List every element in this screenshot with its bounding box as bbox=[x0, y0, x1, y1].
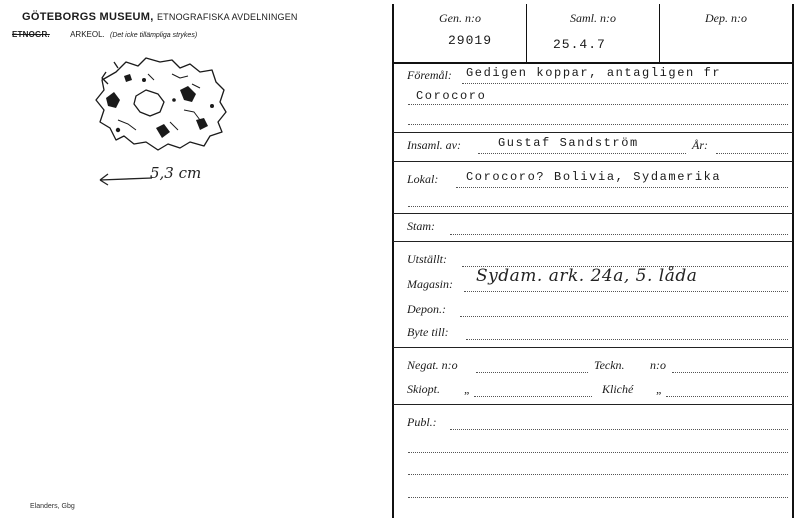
utstallt-label: Utställt: bbox=[407, 252, 448, 266]
lokal-dotted-line1 bbox=[456, 187, 788, 188]
publ-dotted-line2 bbox=[408, 452, 788, 453]
divider-5 bbox=[393, 347, 793, 348]
divider-6 bbox=[393, 404, 793, 405]
depon-dotted-line bbox=[460, 316, 788, 317]
teckn-dotted-line bbox=[672, 372, 788, 373]
card-right-border bbox=[792, 4, 794, 518]
museum-name: GÖTEBORGS MUSEUM, bbox=[22, 11, 154, 23]
skiopt-label: Skiopt. bbox=[407, 382, 440, 396]
kliche-label: Kliché bbox=[602, 382, 634, 396]
byte-till-dotted-line bbox=[466, 339, 788, 340]
foremal-dotted-line2 bbox=[408, 104, 788, 105]
nugget-hole bbox=[134, 90, 164, 116]
divider-4 bbox=[393, 241, 793, 242]
museum-header bbox=[22, 11, 298, 23]
byte-till-label: Byte till: bbox=[407, 325, 449, 339]
publ-label: Publ.: bbox=[407, 415, 437, 429]
foremal-value-line1: Gedigen koppar, antagligen fr bbox=[466, 66, 722, 80]
publ-dotted-line4 bbox=[408, 497, 788, 498]
strike-note: (Det icke tillämpliga strykes) bbox=[110, 32, 198, 39]
teckn-no-label: n:o bbox=[650, 358, 666, 372]
saml-no-label: Saml. n:o bbox=[570, 11, 616, 25]
skiopt-ditto-mark: „ bbox=[464, 382, 471, 396]
saml-no-value: 25.4.7 bbox=[553, 37, 606, 52]
card-left-border bbox=[392, 4, 394, 518]
printer-imprint: Elanders, Gbg bbox=[30, 503, 75, 510]
teckn-label: Teckn. bbox=[594, 358, 625, 372]
divider-2 bbox=[393, 161, 793, 162]
magasin-value: Sydam. ark. 24a, 5. låda bbox=[476, 266, 698, 286]
stam-dotted-line bbox=[450, 234, 788, 235]
insaml-label: Insaml. av: bbox=[407, 138, 461, 152]
foremal-dotted-line1 bbox=[462, 83, 788, 84]
magasin-dotted-line bbox=[464, 291, 788, 292]
insaml-dotted-line bbox=[478, 153, 686, 154]
negat-dotted-line bbox=[476, 372, 588, 373]
publ-dotted-line3 bbox=[408, 474, 788, 475]
publ-dotted-line1 bbox=[450, 429, 788, 430]
ar-dotted-line bbox=[716, 153, 788, 154]
gen-no-label: Gen. n:o bbox=[439, 11, 481, 25]
negat-label: Negat. n:o bbox=[407, 358, 458, 372]
divider-3 bbox=[393, 213, 793, 214]
foremal-label: Föremål: bbox=[407, 68, 452, 82]
department-subline bbox=[12, 30, 197, 39]
lokal-dotted-line2 bbox=[408, 206, 788, 207]
insaml-value: Gustaf Sandström bbox=[498, 136, 639, 150]
divider-1 bbox=[393, 132, 793, 133]
stam-label: Stam: bbox=[407, 219, 435, 233]
arkeol-label: ARKEOL. bbox=[70, 30, 105, 39]
etnogr-struck: ETNOGR. bbox=[12, 30, 50, 39]
department-name: ETNOGRAFISKA AVDELNINGEN bbox=[156, 12, 298, 22]
dep-no-label: Dep. n:o bbox=[705, 11, 747, 25]
magasin-label: Magasin: bbox=[407, 277, 453, 291]
kliche-ditto-mark: „ bbox=[656, 382, 663, 396]
header-divider bbox=[392, 62, 794, 64]
gen-no-value: 29019 bbox=[448, 33, 493, 48]
skiopt-dotted-line bbox=[474, 396, 592, 397]
kliche-dotted-line bbox=[666, 396, 788, 397]
ar-label: År: bbox=[692, 138, 708, 152]
scale-label: 5,3 cm bbox=[150, 164, 202, 182]
lokal-label: Lokal: bbox=[407, 172, 439, 186]
depon-label: Depon.: bbox=[407, 302, 446, 316]
scale-arrow bbox=[96, 170, 156, 186]
lokal-value: Corocoro? Bolivia, Sydamerika bbox=[466, 170, 722, 184]
foremal-value-line2: Corocoro bbox=[416, 89, 487, 103]
foremal-dotted-line3 bbox=[408, 124, 788, 125]
